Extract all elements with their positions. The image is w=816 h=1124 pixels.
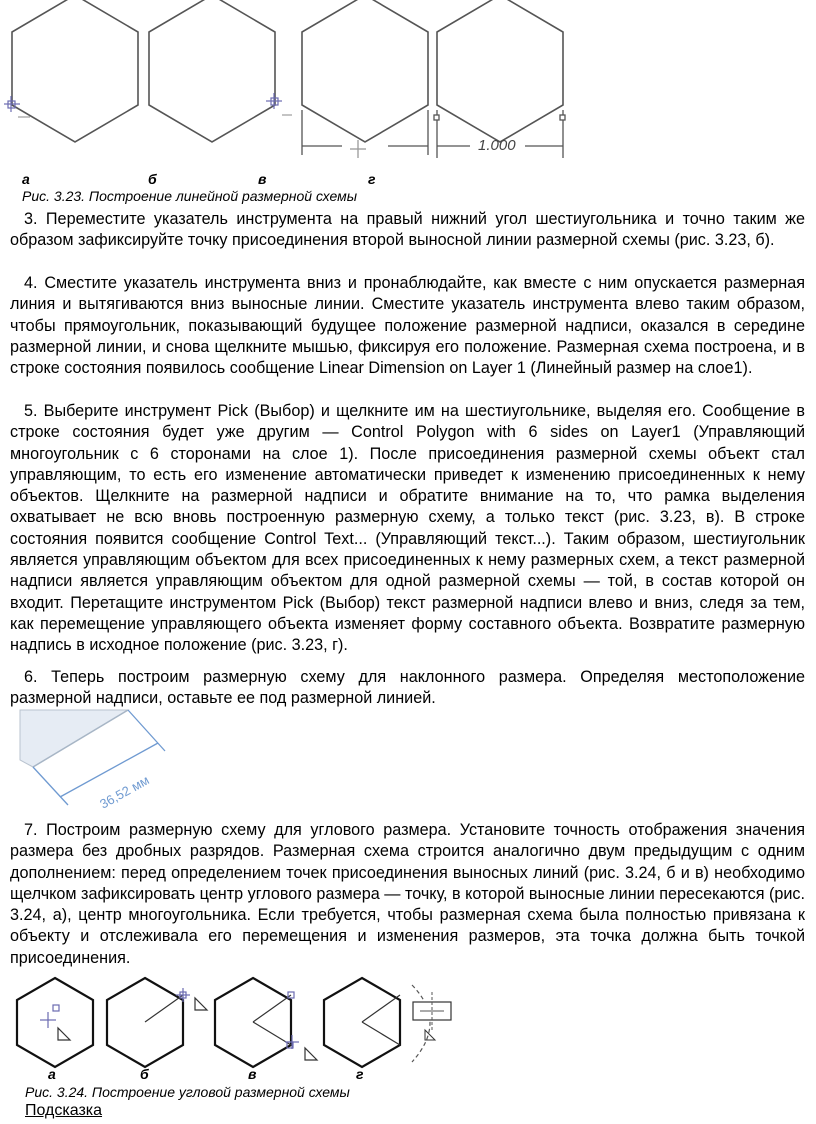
dimension-value-d: 1.000 xyxy=(478,137,516,154)
figure-3-24-label-d: г xyxy=(356,1066,364,1082)
paragraph-5: 5. Выберите инструмент Pick (Выбор) и щелкните им на шестиугольнике, выделяя его. Сообщение в строке состояния будет уже другим — Control Polygon with 6 sides on Layer1 (Управляющий многоугольник с 6 сторонами на слое 1). После присоединения размерной схемы объект стал управляющим, то есть его изменение автоматически приведет к изменению присоединенных к нему объектов. Щелкните на размерной надписи и обратите внимание на то, что рамка выделения охватывает не всю вновь построенную размерную схему, а только текст (рис. 3.23, в). В строке состояния появится сообщение Control Text... (Управляющий текст...). Таким образом, шестиугольник является управляющим объектом для всех присоединенных к нему размерных схем, а текст размерной надписи является управляющим объектом для одной размерной схемы — той, в состав которой он входит. Перетащите инструментом Pick (Выбор) текст размерной надписи влево и вниз, следя за тем, как перемещение управляющего объекта изменяет форму составного объекта. Возвратите размерную надпись в исходное положение (рис. 3.23, г). xyxy=(10,402,805,655)
figure-slanted-dimension xyxy=(0,705,816,825)
hexagon-d xyxy=(437,0,563,142)
hint-heading: Подсказка xyxy=(25,1102,103,1119)
slanted-dimension-value: 36,52 мм xyxy=(97,772,152,812)
hexagon-a xyxy=(17,978,93,1067)
figure-3-24-label-c: в xyxy=(248,1066,257,1082)
figure-caption-3-24: Рис. 3.24. Построение угловой размерной схемы xyxy=(25,1084,350,1100)
paragraph-3: 3. Переместите указатель инструмента на правый нижний угол шестиугольника и точно таким же образом зафиксируйте точку присоединения второй выносной линии размерной схемы (рис. 3.23, б). xyxy=(10,210,805,250)
figure-label-d: г xyxy=(368,171,376,187)
hexagon-a xyxy=(12,0,138,142)
figure-caption-3-23: Рис. 3.23. Построение линейной размерной схемы xyxy=(22,188,358,204)
figure-3-24-label-b: б xyxy=(140,1066,149,1082)
hexagon-b xyxy=(107,978,183,1067)
figure-label-a: а xyxy=(22,171,30,187)
figure-3-24-label-a: а xyxy=(48,1066,56,1082)
hexagon-c xyxy=(302,0,428,142)
paragraph-4: 4. Сместите указатель инструмента вниз и пронаблюдайте, как вместе с ним опускается размерная линия и вытягиваются вниз выносные линии. Сместите указатель инструмента влево таким образом, чтобы прямоугольник, показывающий будущее положение размерной надписи, оказался в середине размерной линии, и снова щелкните мышью, фиксируя его положение. Размерная схема построена, и в строке состояния появилось сообщение Linear Dimension on Layer 1 (Линейный размер на слое1). xyxy=(10,274,805,378)
figure-3-24 xyxy=(0,970,816,1070)
paragraph-7: 7. Построим размерную схему для углового размера. Установите точность отображения значения размера без дробных разрядов. Размерная схема строится аналогично двум предыдущим с одним дополнением: перед определением точек присоединения выносных линий (рис. 3.24, б и в) необходимо щелчком зафиксировать центр углового размера — точку, в которой выносные линии пересекаются (рис. 3.24, а), центр многоугольника. Если требуется, чтобы размерная схема была полностью привязана к объекту и отслеживала его перемещения и изменения размеров, эта точка должна быть точкой присоединения. xyxy=(10,821,805,967)
hexagon-b xyxy=(149,0,275,142)
figure-3-23 xyxy=(0,0,816,170)
paragraph-6: 6. Теперь построим размерную схему для наклонного размера. Определяя местоположение размерной надписи, оставьте ее под размерной линией. xyxy=(10,668,805,708)
figure-label-b: б xyxy=(148,171,157,187)
figure-label-c: в xyxy=(258,171,267,187)
